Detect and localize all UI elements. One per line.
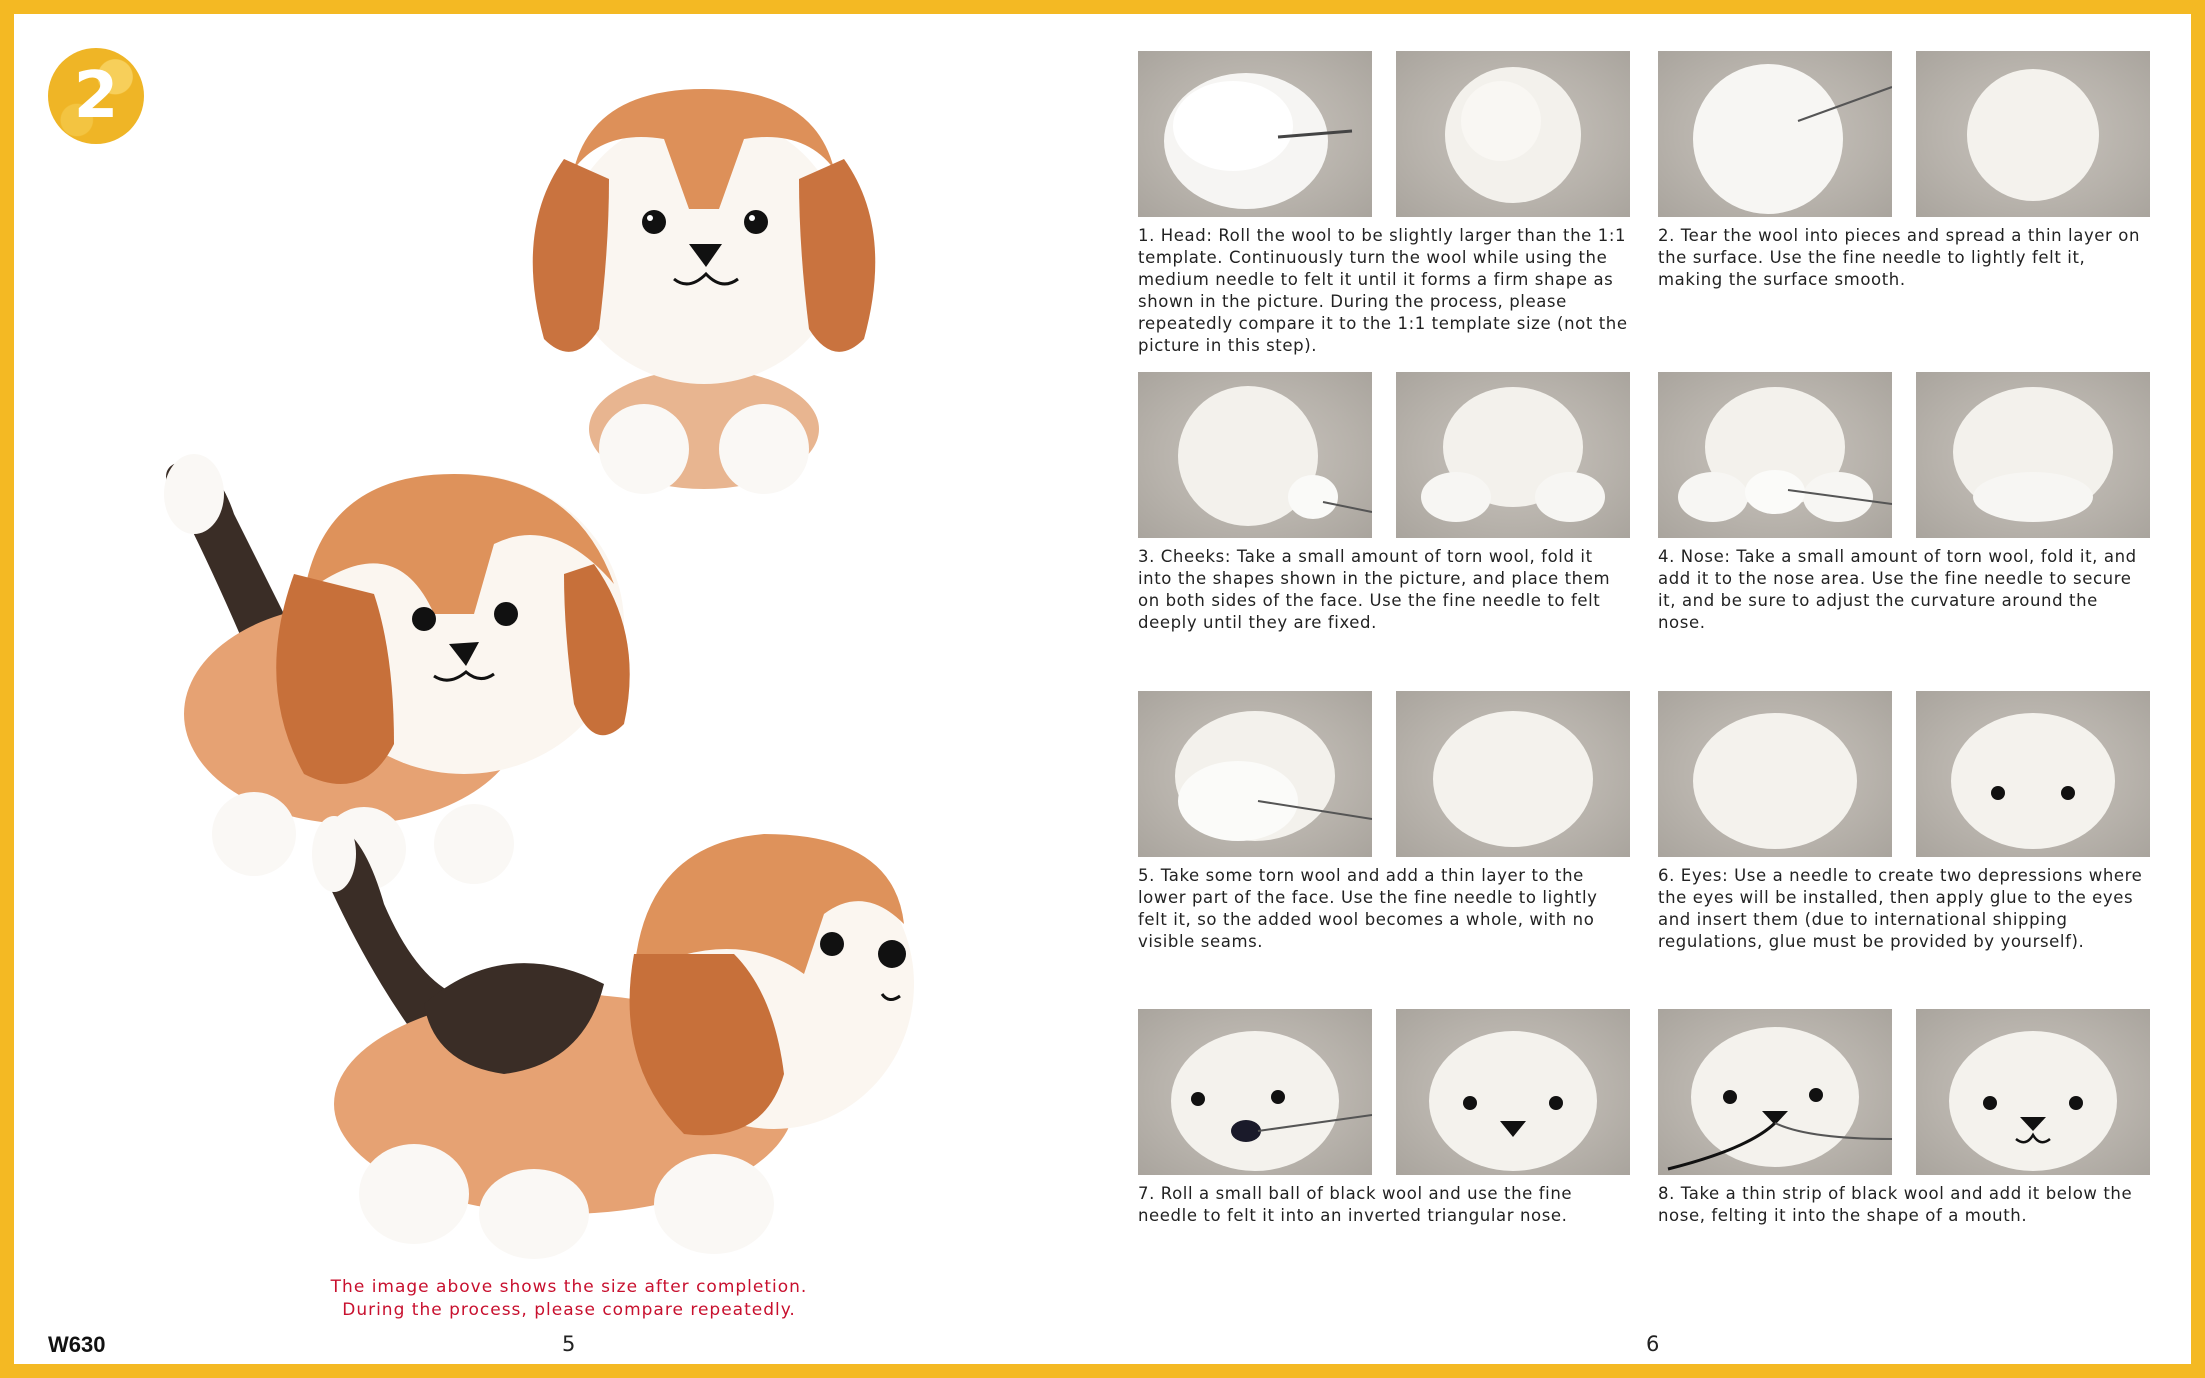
step-8-text: 8. Take a thin strip of black wool and add it below the nose, felting it into the shape of a mouth. — [1658, 1184, 2133, 1225]
step-3-photo-a — [1138, 372, 1372, 538]
page-number-left: 5 — [562, 1332, 576, 1356]
beagle-side-view-image — [304, 804, 924, 1264]
size-note-caption — [244, 1276, 894, 1322]
step-2-text: 2. Tear the wool into pieces and spread a thin layer on the surface. Use the fine needle to lightly felt it, making the surface smooth. — [1658, 226, 2141, 289]
step-4-photo-b — [1916, 372, 2150, 538]
step-2-photo-b — [1916, 51, 2150, 217]
step-5-text: 5. Take some torn wool and add a thin layer to the lower part of the face. Use the fine needle to lightly felt it, so the added wool becomes a whole, with no visible seams. — [1138, 866, 1598, 951]
step-8-photo-b — [1916, 1009, 2150, 1175]
beagle-front-view-image — [504, 69, 904, 499]
step-1-photo-b — [1396, 51, 1630, 217]
step-6-photo-b — [1916, 691, 2150, 857]
step-8-photo-a — [1658, 1009, 1892, 1175]
step-badge — [48, 48, 144, 144]
step-1 — [1138, 51, 1631, 357]
step-3-text: 3. Cheeks: Take a small amount of torn wool, fold it into the shapes shown in the picture, and place them on both sides of the face. Use the fine needle to felt deeply until they are fixed. — [1138, 547, 1611, 632]
step-6-text: 6. Eyes: Use a needle to create two depressions where the eyes will be installed, then apply glue to the eyes and insert them (due to international shipping regulations, glue must be provided by yourself). — [1658, 866, 2143, 951]
step-4 — [1658, 372, 2151, 634]
step-6 — [1658, 691, 2151, 953]
step-7 — [1138, 1009, 1631, 1227]
step-4-photo-a — [1658, 372, 1892, 538]
step-5-photo-a — [1138, 691, 1372, 857]
step-3-photo-b — [1396, 372, 1630, 538]
step-6-photo-a — [1658, 691, 1892, 857]
step-7-text: 7. Roll a small ball of black wool and use the fine needle to felt it into an inverted triangular nose. — [1138, 1184, 1573, 1225]
step-badge-number: 2 — [73, 59, 119, 133]
step-1-text: 1. Head: Roll the wool to be slightly larger than the 1:1 template. Continuously turn the wool while using the medium needle to felt it until it forms a firm shape as shown in the picture. During the process, please repeatedly compare it to the 1:1 template size (not the picture in this step). — [1138, 226, 1628, 355]
size-note-line-2: During the process, please compare repeatedly. — [342, 1300, 796, 1320]
step-1-photo-a — [1138, 51, 1372, 217]
step-7-photo-a — [1138, 1009, 1372, 1175]
step-5-photo-b — [1396, 691, 1630, 857]
step-4-text: 4. Nose: Take a small amount of torn wool, fold it, and add it to the nose area. Use the fine needle to secure it, and be sure to adjust the curvature around the nose. — [1658, 547, 2137, 632]
step-3 — [1138, 372, 1631, 634]
step-2-photo-a — [1658, 51, 1892, 217]
step-8 — [1658, 1009, 2151, 1227]
step-5 — [1138, 691, 1631, 953]
step-7-photo-b — [1396, 1009, 1630, 1175]
page-number-right: 6 — [1646, 1332, 1660, 1356]
size-note-line-1: The image above shows the size after completion. — [330, 1277, 808, 1297]
instruction-spread — [14, 14, 2191, 1364]
product-code: W630 — [48, 1332, 106, 1357]
step-2 — [1658, 51, 2151, 291]
